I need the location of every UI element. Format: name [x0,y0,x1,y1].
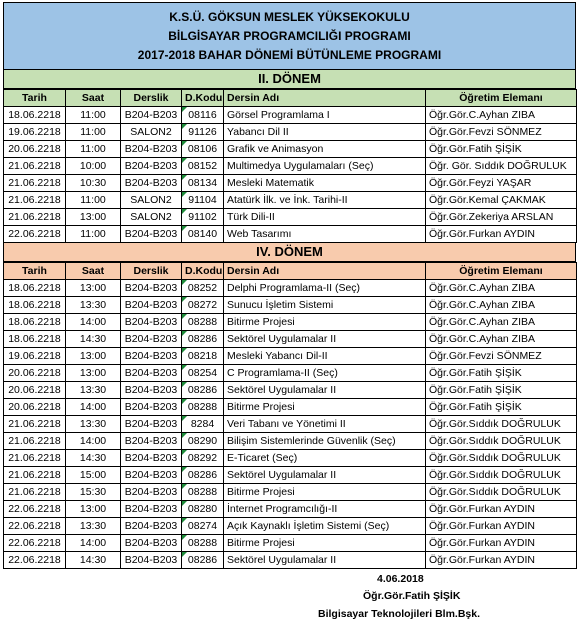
date-cell: 21.06.2218 [4,433,66,450]
instructor-cell: Öğr.Gör.Kemal ÇAKMAK [426,192,577,209]
table-header-row [4,90,577,107]
course-code-cell: 91104 [182,192,224,209]
room-cell: B204-B203 [121,399,182,416]
section-semester-4 [3,243,576,569]
table-row [4,416,577,433]
date-cell: 20.06.2218 [4,365,66,382]
course-code-cell: 91102 [182,209,224,226]
course-name-cell: Açık Kaynaklı İşletim Sistemi (Seç) [224,518,426,535]
room-cell: B204-B203 [121,365,182,382]
column-header-date: Tarih [4,263,66,280]
room-cell: B204-B203 [121,314,182,331]
table-row [4,552,577,569]
time-cell: 15:00 [66,467,121,484]
table-row [4,124,577,141]
instructor-cell: Öğr.Gör.Zekeriya ARSLAN [426,209,577,226]
date-cell: 21.06.2218 [4,484,66,501]
course-code-cell: 08286 [182,552,224,569]
course-name-cell: Bilişim Sistemlerinde Güvenlik (Seç) [224,433,426,450]
room-cell: B204-B203 [121,416,182,433]
course-name-cell: Sektörel Uygulamalar II [224,331,426,348]
time-cell: 13:30 [66,382,121,399]
time-cell: 14:00 [66,433,121,450]
instructor-cell: Öğr.Gör.Feyzi YAŞAR [426,175,577,192]
course-code-cell: 08288 [182,314,224,331]
column-header-time: Saat [66,90,121,107]
time-cell: 14:30 [66,331,121,348]
time-cell: 11:00 [66,192,121,209]
course-code-cell: 08272 [182,297,224,314]
room-cell: B204-B203 [121,518,182,535]
date-cell: 20.06.2218 [4,382,66,399]
time-cell: 13:00 [66,365,121,382]
date-cell: 21.06.2218 [4,158,66,175]
instructor-cell: Öğr.Gör.Furkan AYDIN [426,501,577,518]
table-row [4,399,577,416]
schedule-sheet [3,2,576,569]
exam-table [3,89,577,243]
date-cell: 21.06.2218 [4,450,66,467]
time-cell: 14:00 [66,535,121,552]
time-cell: 14:30 [66,552,121,569]
table-row [4,297,577,314]
section-title: II. DÖNEM [3,70,576,89]
course-name-cell: Web Tasarımı [224,226,426,243]
course-name-cell: Veri Tabanı ve Yönetimi II [224,416,426,433]
time-cell: 13:00 [66,501,121,518]
course-code-cell: 08288 [182,399,224,416]
time-cell: 13:00 [66,348,121,365]
room-cell: B204-B203 [121,158,182,175]
course-code-cell: 08152 [182,158,224,175]
course-code-cell: 08288 [182,484,224,501]
column-header-date: Tarih [4,90,66,107]
room-cell: B204-B203 [121,467,182,484]
column-header-course-code: D.Kodu [182,90,224,107]
date-cell: 22.06.2218 [4,501,66,518]
section-title: IV. DÖNEM [3,243,576,262]
date-cell: 19.06.2218 [4,124,66,141]
instructor-cell: Öğr.Gör.Sıddık DOĞRULUK [426,484,577,501]
header-program: BİLGİSAYAR PROGRAMCILIĞI PROGRAMI [168,28,411,43]
instructor-cell: Öğr.Gör.C.Ayhan ZIBA [426,331,577,348]
room-cell: B204-B203 [121,280,182,297]
table-row [4,314,577,331]
course-name-cell: Atatürk İlk. ve İnk. Tarihi-II [224,192,426,209]
time-cell: 14:30 [66,450,121,467]
course-code-cell: 08254 [182,365,224,382]
table-row [4,518,577,535]
instructor-cell: Öğr.Gör.Furkan AYDIN [426,226,577,243]
instructor-cell: Öğr.Gör.C.Ayhan ZIBA [426,107,577,124]
column-header-room: Derslik [121,90,182,107]
course-code-cell: 08290 [182,433,224,450]
course-code-cell: 08116 [182,107,224,124]
room-cell: B204-B203 [121,175,182,192]
instructor-cell: Öğr.Gör.Furkan AYDIN [426,552,577,569]
instructor-cell: Öğr.Gör.C.Ayhan ZIBA [426,297,577,314]
course-name-cell: Yabancı Dil II [224,124,426,141]
room-cell: B204-B203 [121,141,182,158]
date-cell: 22.06.2218 [4,552,66,569]
date-cell: 22.06.2218 [4,535,66,552]
instructor-cell: Öğr.Gör.Furkan AYDIN [426,535,577,552]
room-cell: B204-B203 [121,535,182,552]
date-cell: 18.06.2218 [4,331,66,348]
date-cell: 22.06.2218 [4,226,66,243]
table-row [4,535,577,552]
course-code-cell: 91126 [182,124,224,141]
course-name-cell: Mesleki Yabancı Dil-II [224,348,426,365]
time-cell: 10:00 [66,158,121,175]
table-row [4,158,577,175]
room-cell: B204-B203 [121,382,182,399]
column-header-time: Saat [66,263,121,280]
instructor-cell: Öğr.Gör.Sıddık DOĞRULUK [426,467,577,484]
column-header-course-name: Dersin Adı [224,263,426,280]
room-cell: B204-B203 [121,552,182,569]
course-code-cell: 08140 [182,226,224,243]
header-exam-title: 2017-2018 BAHAR DÖNEMİ BÜTÜNLEME PROGRAMI [137,47,442,62]
course-name-cell: Grafik ve Animasyon [224,141,426,158]
date-cell: 21.06.2218 [4,175,66,192]
column-header-course-name: Dersin Adı [224,90,426,107]
course-name-cell: Sektörel Uygulamalar II [224,467,426,484]
instructor-cell: Öğr.Gör.Sıddık DOĞRULUK [426,433,577,450]
instructor-cell: Öğr.Gör.Fevzi SÖNMEZ [426,124,577,141]
course-code-cell: 08280 [182,501,224,518]
table-row [4,226,577,243]
table-body [4,280,577,569]
section-semester-2 [3,70,576,243]
course-name-cell: Bitirme Projesi [224,314,426,331]
room-cell: B204-B203 [121,226,182,243]
course-code-cell: 08252 [182,280,224,297]
instructor-cell: Öğr. Gör. Sıddık DOĞRULUK [426,158,577,175]
course-code-cell: 08286 [182,331,224,348]
course-name-cell: Bitirme Projesi [224,484,426,501]
table-row [4,382,577,399]
date-cell: 21.06.2218 [4,209,66,226]
instructor-cell: Öğr.Gör.C.Ayhan ZIBA [426,280,577,297]
date-cell: 20.06.2218 [4,399,66,416]
date-cell: 19.06.2218 [4,348,66,365]
course-name-cell: Delphi Programlama-II (Seç) [224,280,426,297]
instructor-cell: Öğr.Gör.Furkan AYDIN [426,518,577,535]
time-cell: 13:30 [66,518,121,535]
signature-date: 4.06.2018 [377,573,424,585]
table-row [4,450,577,467]
header-institution: K.S.Ü. GÖKSUN MESLEK YÜKSEKOKULU [169,9,410,24]
table-header-row [4,263,577,280]
course-code-cell: 08274 [182,518,224,535]
table-row [4,433,577,450]
time-cell: 13:30 [66,416,121,433]
instructor-cell: Öğr.Gör.Fatih ŞİŞİK [426,141,577,158]
course-name-cell: Mesleki Matematik [224,175,426,192]
table-row [4,331,577,348]
time-cell: 10:30 [66,175,121,192]
room-cell: B204-B203 [121,107,182,124]
course-name-cell: Sektörel Uygulamalar II [224,552,426,569]
room-cell: B204-B203 [121,348,182,365]
course-name-cell: Multimedya Uygulamaları (Seç) [224,158,426,175]
date-cell: 21.06.2218 [4,192,66,209]
course-code-cell: 08288 [182,535,224,552]
date-cell: 21.06.2218 [4,467,66,484]
room-cell: B204-B203 [121,433,182,450]
course-code-cell: 08134 [182,175,224,192]
date-cell: 21.06.2218 [4,416,66,433]
time-cell: 13:00 [66,209,121,226]
table-row [4,141,577,158]
date-cell: 18.06.2218 [4,280,66,297]
room-cell: SALON2 [121,192,182,209]
course-name-cell: Sunucu İşletim Sistemi [224,297,426,314]
time-cell: 13:30 [66,297,121,314]
table-row [4,192,577,209]
time-cell: 15:30 [66,484,121,501]
column-header-course-code: D.Kodu [182,263,224,280]
room-cell: B204-B203 [121,501,182,518]
table-row [4,348,577,365]
instructor-cell: Öğr.Gör.C.Ayhan ZIBA [426,314,577,331]
column-header-instructor: Öğretim Elemanı [426,263,577,280]
time-cell: 14:00 [66,314,121,331]
date-cell: 18.06.2218 [4,297,66,314]
course-name-cell: E-Ticaret (Seç) [224,450,426,467]
course-code-cell: 08286 [182,382,224,399]
column-header-instructor: Öğretim Elemanı [426,90,577,107]
instructor-cell: Öğr.Gör.Fatih ŞİŞİK [426,399,577,416]
table-row [4,280,577,297]
course-code-cell: 08286 [182,467,224,484]
room-cell: SALON2 [121,124,182,141]
room-cell: SALON2 [121,209,182,226]
date-cell: 20.06.2218 [4,141,66,158]
table-row [4,107,577,124]
signature-name: Öğr.Gör.Fatih ŞİŞİK [363,590,461,602]
date-cell: 18.06.2218 [4,314,66,331]
table-row [4,175,577,192]
course-code-cell: 08218 [182,348,224,365]
signature-department: Bilgisayar Teknolojileri Blm.Bşk. [318,608,481,620]
room-cell: B204-B203 [121,484,182,501]
course-code-cell: 08292 [182,450,224,467]
time-cell: 11:00 [66,226,121,243]
instructor-cell: Öğr.Gör.Fatih ŞİŞİK [426,365,577,382]
course-code-cell: 08106 [182,141,224,158]
time-cell: 13:00 [66,280,121,297]
time-cell: 11:00 [66,107,121,124]
table-row [4,209,577,226]
instructor-cell: Öğr.Gör.Sıddık DOĞRULUK [426,416,577,433]
instructor-cell: Öğr.Gör.Sıddık DOĞRULUK [426,450,577,467]
course-code-cell: 8284 [182,416,224,433]
room-cell: B204-B203 [121,450,182,467]
instructor-cell: Öğr.Gör.Fevzi SÖNMEZ [426,348,577,365]
time-cell: 11:00 [66,124,121,141]
table-row [4,365,577,382]
table-body [4,107,577,243]
course-name-cell: C Programlama-II (Seç) [224,365,426,382]
table-row [4,484,577,501]
room-cell: B204-B203 [121,331,182,348]
exam-table [3,262,577,569]
time-cell: 14:00 [66,399,121,416]
table-row [4,501,577,518]
course-name-cell: Türk Dili-II [224,209,426,226]
date-cell: 22.06.2218 [4,518,66,535]
time-cell: 11:00 [66,141,121,158]
column-header-room: Derslik [121,263,182,280]
room-cell: B204-B203 [121,297,182,314]
document-header [3,2,576,70]
course-name-cell: Görsel Programlama I [224,107,426,124]
table-row [4,467,577,484]
course-name-cell: Sektörel Uygulamalar II [224,382,426,399]
course-name-cell: Bitirme Projesi [224,399,426,416]
date-cell: 18.06.2218 [4,107,66,124]
course-name-cell: Bitirme Projesi [224,535,426,552]
course-name-cell: İnternet Programcılığı-II [224,501,426,518]
instructor-cell: Öğr.Gör.Fatih ŞİŞİK [426,382,577,399]
